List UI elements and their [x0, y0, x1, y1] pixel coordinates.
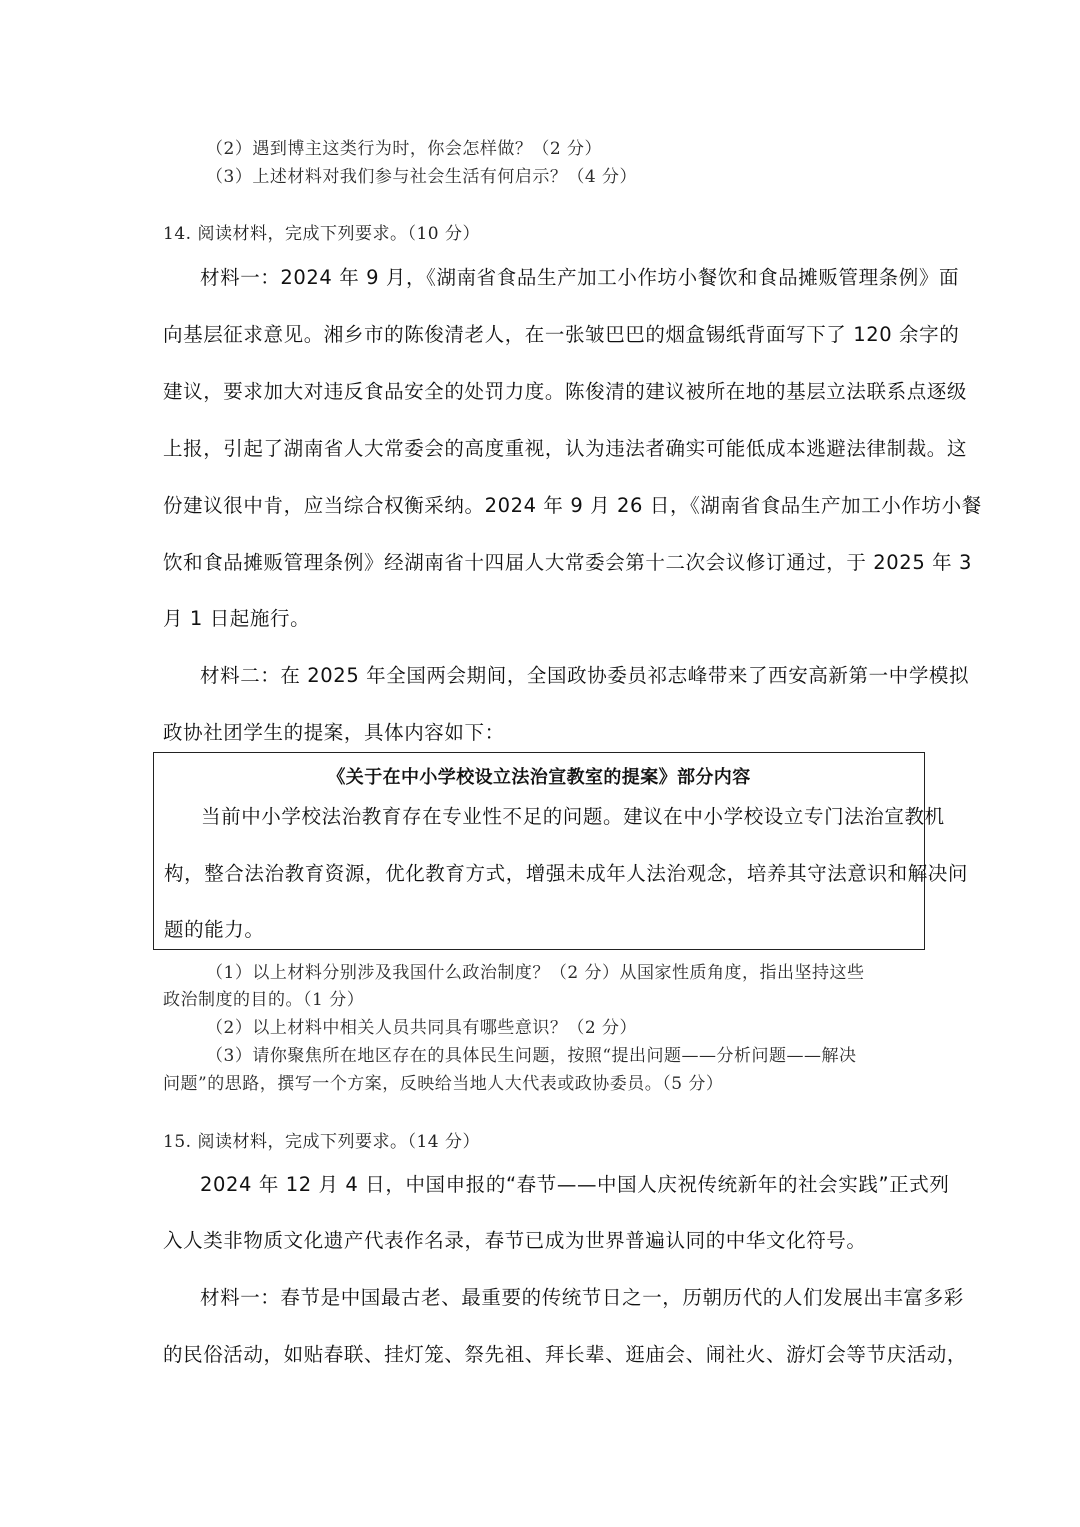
q15-material1-line: 材料一：春节是中国最古老、最重要的传统节日之一，历朝历代的人们发展出丰富多彩	[200, 1286, 964, 1309]
q14-material2-line: 材料二：在 2025 年全国两会期间，全国政协委员祁志峰带来了西安高新第一中学模拟	[200, 664, 970, 687]
proposal-box	[153, 752, 969, 950]
proposal-line: 当前中小学校法治教育存在专业性不足的问题。建议在中小学校设立专门法治宣教机	[201, 805, 945, 828]
q14-material2-line: 政协社团学生的提案，具体内容如下：	[163, 721, 505, 744]
question-14-heading: 14. 阅读材料，完成下列要求。（10 分）	[163, 224, 480, 244]
q14-question-line: （3）请你聚焦所在地区存在的具体民生问题，按照“提出问题——分析问题——解决	[206, 1046, 857, 1066]
question-13-part-2: （2）遇到博主这类行为时，你会怎样做？（2 分）	[206, 139, 603, 159]
question-15-heading: 15. 阅读材料，完成下列要求。（14 分）	[163, 1132, 480, 1152]
q14-question-line: （1）以上材料分别涉及我国什么政治制度？（2 分）从国家性质角度，指出坚持这些	[206, 963, 865, 983]
q14-material1-line: 饮和食品摊贩管理条例》经湖南省十四届人大常委会第十二次会议修订通过，于 2025 年 3	[163, 551, 973, 574]
q14-material1-line: 份建议很中肯，应当综合权衡采纳。2024 年 9 月 26 日，《湖南省食品生产加工小作坊小餐	[163, 494, 982, 517]
q15-material1-line: 的民俗活动，如贴春联、挂灯笼、祭先祖、拜长辈、逛庙会、闹社火、游灯会等节庆活动，	[163, 1343, 968, 1366]
q14-question-line: 问题”的思路，撰写一个方案，反映给当地人大代表或政协委员。（5 分）	[163, 1074, 724, 1094]
proposal-title: 《关于在中小学校设立法治宣教室的提案》部分内容	[327, 767, 751, 788]
q14-material1-line: 向基层征求意见。湘乡市的陈俊清老人，在一张皱巴巴的烟盒锡纸背面写下了 120 余字的	[163, 323, 960, 346]
q14-question-line: （2）以上材料中相关人员共同具有哪些意识？（2 分）	[206, 1018, 638, 1038]
q15-intro-line: 入人类非物质文化遗产代表作名录，春节已成为世界普遍认同的中华文化符号。	[163, 1229, 867, 1252]
q15-intro-line: 2024 年 12 月 4 日，中国申报的“春节——中国人庆祝传统新年的社会实践”正式列	[200, 1173, 950, 1196]
q14-material1-line: 材料一：2024 年 9 月，《湖南省食品生产加工小作坊小餐饮和食品摊贩管理条例》面	[200, 266, 960, 289]
q14-material1-line: 月 1 日起施行。	[163, 607, 311, 630]
q14-question-line: 政治制度的目的。（1 分）	[163, 990, 365, 1010]
q14-material1-line: 上报，引起了湖南省人大常委会的高度重视，认为违法者确实可能低成本逃避法律制裁。这	[163, 437, 968, 460]
q14-material1-line: 建议，要求加大对违反食品安全的处罚力度。陈俊清的建议被所在地的基层立法联系点逐级	[163, 380, 968, 403]
proposal-line: 构，整合法治教育资源，优化教育方式，增强未成年人法治观念，培养其守法意识和解决问	[164, 862, 969, 885]
question-13-part-3: （3）上述材料对我们参与社会生活有何启示？（4 分）	[206, 167, 638, 187]
proposal-line: 题的能力。	[164, 918, 265, 941]
